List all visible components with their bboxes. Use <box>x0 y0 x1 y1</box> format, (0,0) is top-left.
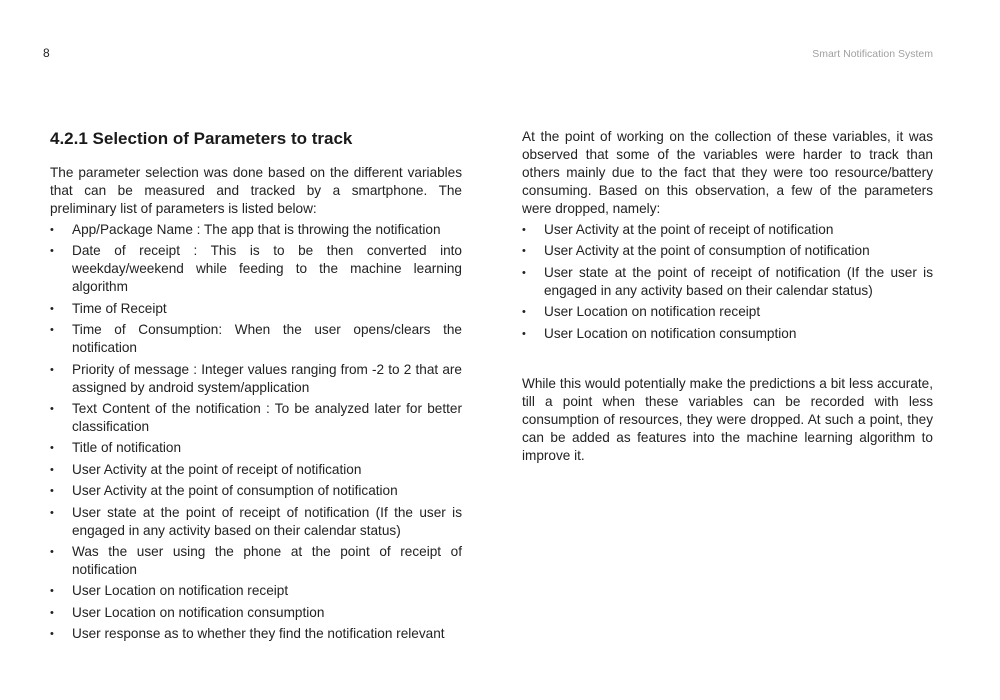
list-item: • User state at the point of receipt of notification (If the user is engaged in any activity based on their calendar status) <box>522 264 933 300</box>
right-column <box>522 128 933 465</box>
list-item: • Time of Consumption: When the user opens/clears the notification <box>50 321 462 357</box>
dropped-parameter-list <box>522 221 933 343</box>
left-column <box>50 128 462 646</box>
list-item: • User Location on notification receipt <box>50 582 462 600</box>
list-item: • Time of Receipt <box>50 300 462 318</box>
running-header: Smart Notification System <box>812 48 933 60</box>
list-item: • App/Package Name : The app that is throwing the notification <box>50 221 462 239</box>
list-item: • Priority of message : Integer values ranging from -2 to 2 that are assigned by android system/application <box>50 361 462 397</box>
list-item: • User Activity at the point of receipt of notification <box>522 221 933 239</box>
list-item: • User Activity at the point of consumption of notification <box>522 242 933 260</box>
list-item: • User Location on notification consumption <box>522 325 933 343</box>
list-item: • User Location on notification receipt <box>522 303 933 321</box>
list-item: • User response as to whether they find the notification relevant <box>50 625 462 643</box>
list-item: • User Activity at the point of receipt of notification <box>50 461 462 479</box>
list-item: • User state at the point of receipt of notification (If the user is engaged in any activity based on their calendar status) <box>50 504 462 540</box>
list-item: • User Location on notification consumption <box>50 604 462 622</box>
list-item: • Was the user using the phone at the point of receipt of notification <box>50 543 462 579</box>
observation-paragraph: At the point of working on the collection of these variables, it was observed that some of the variables were harder to track than others mainly due to the fact that they were too resource/battery consuming. Based on this observation, a few of the parameters were dropped, namely: <box>522 129 933 216</box>
list-item: • Date of receipt : This is to be then converted into weekday/weekend while feeding to the machine learning algorithm <box>50 242 462 296</box>
page-number: 8 <box>43 46 50 60</box>
intro-paragraph: The parameter selection was done based on the different variables that can be measured and tracked by a smartphone. The preliminary list of parameters is listed below: <box>50 165 462 216</box>
list-item: • User Activity at the point of consumption of notification <box>50 482 462 500</box>
list-item: • Text Content of the notification : To be analyzed later for better classification <box>50 400 462 436</box>
parameter-list <box>50 221 462 643</box>
list-item: • Title of notification <box>50 439 462 457</box>
section-heading: 4.2.1 Selection of Parameters to track <box>50 129 353 148</box>
conclusion-paragraph: While this would potentially make the predictions a bit less accurate, till a point when these variables can be recorded with less consumption of resources, they were dropped. At such a point, they can be added as features into the machine learning algorithm to improve it. <box>522 375 933 463</box>
